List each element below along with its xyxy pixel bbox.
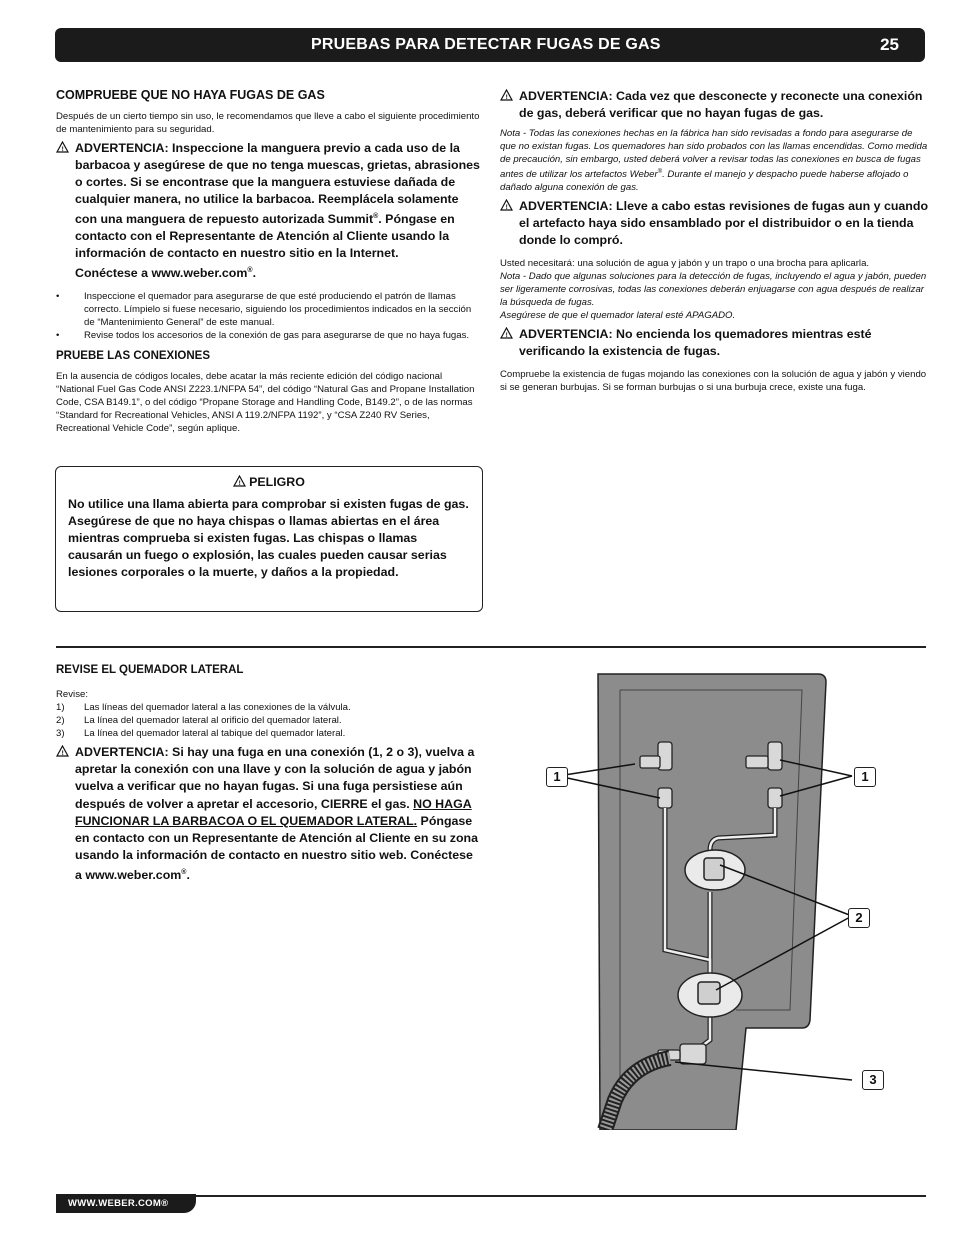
warning-triangle-icon bbox=[233, 475, 246, 487]
list-item: • Revise todos los accesorios de la conexión de gas para asegurarse de que no haya fugas. bbox=[56, 330, 470, 342]
side-burner-illustration bbox=[540, 660, 900, 1130]
svg-text:!: ! bbox=[61, 749, 64, 757]
warning-reconnect: ! ADVERTENCIA: Cada vez que desconecte y reconecte una conexión de gas, deberá verificar que no hayan fugas de gas. bbox=[500, 88, 928, 122]
warning-no-ignite: ! ADVERTENCIA: No encienda los quemadores mientras esté verificando la existencia de fugas. bbox=[500, 326, 928, 360]
warning-triangle-icon bbox=[56, 745, 69, 757]
check-list bbox=[56, 701, 480, 740]
list-item: 2) La línea del quemador lateral al orificio del quemador lateral. bbox=[56, 715, 342, 726]
check-text: Compruebe la existencia de fugas mojando las conexiones con la solución de agua y jabón y viendo si se generan burbujas. Si se forman burbujas o si una burbuja crece, existe una fuga. bbox=[500, 369, 927, 394]
warning-leak-fix: ! ADVERTENCIA: Si hay una fuga en una conexión (1, 2 o 3), vuelva a apretar la conexión con una llave y con la solución de agua y jabón vuelva a verificar que no hayan fugas. Si una fuga persistiese aún después de volver a apretar el accesorio, CIERRE el gas. NO HAGA FUNCIONAR LA BARBACOA O EL QUEMADOR LATERAL. Póngase en contacto con un Representante de Atención al Cliente en su zona usando la información de contacto en nuestro sitio web. Conéctese a www.weber.com®. bbox=[56, 744, 480, 885]
intro-text: Después de un cierto tiempo sin uso, le recomendamos que lleve a cabo el siguiente procedimiento de mantenimiento para su seguridad. bbox=[56, 111, 480, 135]
svg-text:!: ! bbox=[238, 479, 241, 487]
side-burner-section bbox=[56, 664, 480, 890]
list-item: • Inspeccione el quemador para asegurarse de que esté produciendo el patrón de llamas correcto. Límpielo si fuese necesario, siguiendo los procedimientos indicados en la sección de “Mantenimiento General” de este manual. bbox=[56, 291, 472, 329]
warning-triangle-icon bbox=[500, 89, 513, 101]
list-item: 1) Las líneas del quemador lateral a las conexiones de la válvula. bbox=[56, 702, 351, 713]
bullet-list bbox=[56, 290, 480, 342]
warning-triangle-icon bbox=[500, 199, 513, 211]
side-burner-diagram bbox=[540, 660, 900, 1130]
svg-text:!: ! bbox=[505, 93, 508, 101]
section-heading-leaks: COMPRUEBE QUE NO HAYA FUGAS DE GAS bbox=[56, 88, 325, 102]
page-title: PRUEBAS PARA DETECTAR FUGAS DE GAS bbox=[311, 36, 661, 53]
right-column bbox=[500, 88, 928, 398]
warning-dealer: ! ADVERTENCIA: Lleve a cabo estas revisiones de fugas aun y cuando el artefacto haya sido ensamblado por el distribuidor o en la tienda donde lo compró. bbox=[500, 198, 928, 249]
danger-box bbox=[55, 466, 483, 612]
callout-2: 2 bbox=[848, 908, 870, 928]
list-item: 3) La línea del quemador lateral al tabique del quemador lateral. bbox=[56, 728, 346, 739]
warning-hose: ! ADVERTENCIA: Inspeccione la manguera previo a cada uso de la barbacoa y asegúrese de que no tenga muescas, grietas, abrasiones o cortes. Si se encontrase que la manguera estuviese dañada de cualquier manera, no utilice la barbacoa. Reemplácela solamente con una manguera de repuesto autorizada Summit®. Póngase en contacto con el Representante de Atención al Cliente usando la información de contacto en nuestro sitio en la Internet. Conéctese a www.weber.com®. bbox=[56, 140, 480, 282]
svg-text:!: ! bbox=[61, 145, 64, 153]
warning-triangle-icon bbox=[56, 141, 69, 153]
section-divider bbox=[56, 646, 926, 648]
footer-url[interactable]: WWW.WEBER.COM® bbox=[68, 1198, 169, 1209]
footer-tab bbox=[56, 1194, 196, 1213]
danger-body: No utilice una llama abierta para comprobar si existen fugas de gas. Asegúrese de que no haya chispas o llamas abiertas en el área mientras comprueba si existen fugas. Las chispas o llamas causarán un fuego o explosión, las cuales pueden causar serias lesiones corporales o la muerte, y daños a la propiedad. bbox=[68, 497, 469, 579]
svg-text:!: ! bbox=[505, 331, 508, 339]
callout-1-left: 1 bbox=[546, 767, 568, 787]
note-factory: Nota - Todas las conexiones hechas en la fábrica han sido revisadas a fondo para asegurarse de que no existan fugas. Los quemadores han sido probados con las llamas encendidas. Como medida de precaución, sin embargo, usted deberá volver a revisar todas las conexiones en busca de fugas antes de utilizar los artefactos Weber®. Durante el manejo y despacho puede haberse aflojado o dañado alguna conexión de gas. bbox=[500, 128, 928, 194]
warning-triangle-icon bbox=[500, 327, 513, 339]
note-corrosive: Nota - Dado que algunas soluciones para la detección de fugas, incluyendo el agua y jabón, pueden ser ligeramente corrosivas, todas las conexiones deberán enjuagarse con agua después de realizar la búsqueda de fugas. bbox=[500, 271, 927, 309]
callout-1-right: 1 bbox=[854, 767, 876, 787]
svg-text:!: ! bbox=[505, 203, 508, 211]
left-column bbox=[56, 88, 480, 439]
need-text: Usted necesitará: una solución de agua y jabón y un trapo o una brocha para aplicarla. bbox=[500, 258, 870, 270]
danger-title: ! PELIGRO bbox=[68, 475, 470, 489]
revise-label: Revise: bbox=[56, 689, 88, 700]
callout-3: 3 bbox=[862, 1070, 884, 1090]
page-number: 25 bbox=[880, 35, 899, 54]
codes-text: En la ausencia de códigos locales, debe acatar la más reciente edición del código nacional “National Fuel Gas Code ANSI Z223.1/NFPA 54”, del código “Natural Gas and Propane Installation Code, CSA B149.1”, o del código “Propane Storage and Handling Code, B149.2”, o de las normas “Standard for Recreational Vehicles, ANSI A 119.2/NFPA 1192”, y “CSA Z240 RV Series, Recreational Vehicle Code”, según aplique. bbox=[56, 371, 475, 435]
header-bar bbox=[55, 28, 925, 62]
subheading-connections: PRUEBE LAS CONEXIONES bbox=[56, 350, 210, 363]
note-off: Asegúrese de que el quemador lateral esté APAGADO. bbox=[500, 310, 736, 322]
section-heading-side-burner: REVISE EL QUEMADOR LATERAL bbox=[56, 664, 244, 676]
